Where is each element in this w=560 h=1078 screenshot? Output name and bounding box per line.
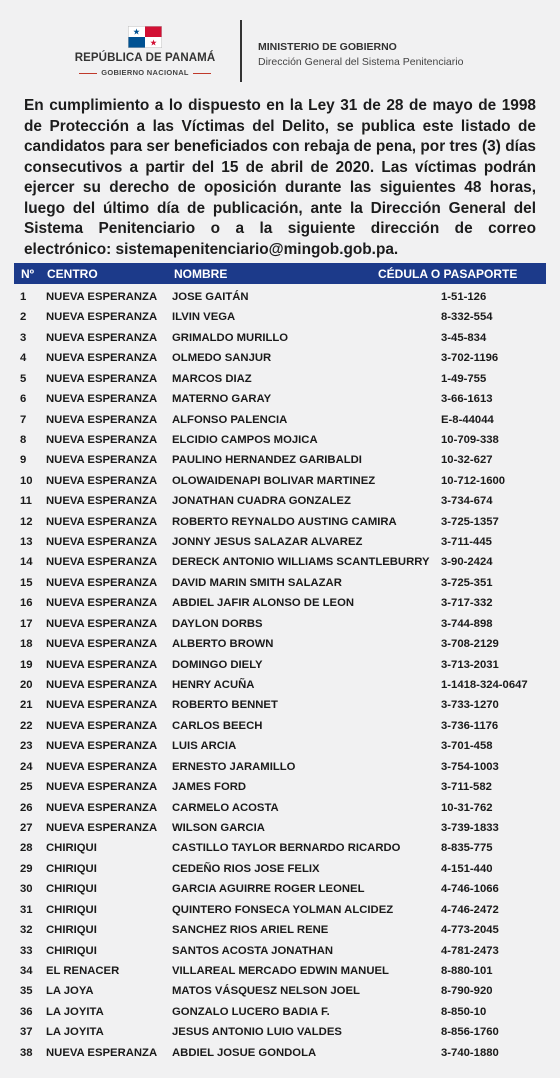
row-number: 26 xyxy=(20,801,33,814)
row-centro: NUEVA ESPERANZA xyxy=(46,801,158,814)
row-nombre: DERECK ANTONIO WILLIAMS SCANTLEBURRY xyxy=(172,556,430,569)
row-cedula: 8-880-101 xyxy=(441,964,493,977)
row-nombre: PAULINO HERNANDEZ GARIBALDI xyxy=(172,454,362,467)
row-number: 36 xyxy=(20,1005,33,1018)
row-cedula: 10-712-1600 xyxy=(441,474,506,487)
row-number: 6 xyxy=(20,393,27,406)
row-number: 28 xyxy=(20,842,33,855)
row-centro: NUEVA ESPERANZA xyxy=(46,474,158,487)
row-centro: NUEVA ESPERANZA xyxy=(46,576,158,589)
row-centro: NUEVA ESPERANZA xyxy=(46,372,158,385)
row-cedula: 4-151-440 xyxy=(441,862,493,875)
table-row xyxy=(0,472,560,492)
row-cedula: 10-31-762 xyxy=(441,801,493,814)
table-row xyxy=(0,308,560,328)
row-number: 31 xyxy=(20,903,33,916)
row-nombre: VILLAREAL MERCADO EDWIN MANUEL xyxy=(172,964,389,977)
row-cedula: 4-773-2045 xyxy=(441,924,499,937)
table-row xyxy=(0,880,560,900)
table-row xyxy=(0,492,560,512)
row-nombre: JONNY JESUS SALAZAR ALVAREZ xyxy=(172,536,363,549)
row-number: 34 xyxy=(20,964,33,977)
table-row xyxy=(0,901,560,921)
table-row xyxy=(0,451,560,471)
row-cedula: 3-733-1270 xyxy=(441,699,499,712)
row-nombre: JAMES FORD xyxy=(172,781,247,794)
row-number: 2 xyxy=(20,311,27,324)
row-centro: CHIRIQUI xyxy=(46,903,97,916)
table-row xyxy=(0,982,560,1002)
row-centro: NUEVA ESPERANZA xyxy=(46,719,158,732)
table-row xyxy=(0,513,560,533)
table-row xyxy=(0,799,560,819)
row-cedula: 3-754-1003 xyxy=(441,760,499,773)
row-centro: NUEVA ESPERANZA xyxy=(46,495,158,508)
row-number: 5 xyxy=(20,372,27,385)
table-row xyxy=(0,431,560,451)
row-centro: LA JOYITA xyxy=(46,1005,104,1018)
row-number: 25 xyxy=(20,781,33,794)
row-nombre: DOMINGO DIELY xyxy=(172,658,263,671)
row-centro: NUEVA ESPERANZA xyxy=(46,597,158,610)
row-cedula: 3-734-674 xyxy=(441,495,493,508)
row-nombre: DAVID MARIN SMITH SALAZAR xyxy=(172,576,342,589)
table-row xyxy=(0,656,560,676)
row-nombre: LUIS ARCIA xyxy=(172,740,237,753)
row-cedula: 3-711-582 xyxy=(441,781,492,794)
row-cedula: 3-66-1613 xyxy=(441,393,493,406)
row-centro: CHIRIQUI xyxy=(46,883,97,896)
header-num: Nº xyxy=(21,267,35,281)
table-row xyxy=(0,594,560,614)
row-cedula: 3-740-1880 xyxy=(441,1046,499,1059)
table-row xyxy=(0,288,560,308)
row-nombre: CARLOS BEECH xyxy=(172,719,263,732)
row-number: 32 xyxy=(20,924,33,937)
row-nombre: ABDIEL JAFIR ALONSO DE LEON xyxy=(172,597,355,610)
row-nombre: ILVIN VEGA xyxy=(172,311,236,324)
row-centro: EL RENACER xyxy=(46,964,120,977)
table-row xyxy=(0,758,560,778)
row-nombre: MATOS VÁSQUESZ NELSON JOEL xyxy=(172,985,360,998)
row-centro: NUEVA ESPERANZA xyxy=(46,658,158,671)
table-row xyxy=(0,574,560,594)
row-cedula: 8-856-1760 xyxy=(441,1026,499,1039)
row-nombre: JESUS ANTONIO LUIO VALDES xyxy=(172,1026,342,1039)
table-row xyxy=(0,717,560,737)
row-centro: NUEVA ESPERANZA xyxy=(46,556,158,569)
row-nombre: CEDEÑO RIOS JOSE FELIX xyxy=(172,862,320,875)
row-nombre: OLOWAIDENAPI BOLIVAR MARTINEZ xyxy=(172,474,376,487)
row-number: 4 xyxy=(20,352,27,365)
row-centro: NUEVA ESPERANZA xyxy=(46,291,158,303)
row-cedula: 3-739-1833 xyxy=(441,821,499,834)
row-cedula: 8-790-920 xyxy=(441,985,493,998)
table-row xyxy=(0,635,560,655)
row-cedula: E-8-44044 xyxy=(441,413,494,426)
header-centro: CENTRO xyxy=(47,267,98,281)
row-nombre: DAYLON DORBS xyxy=(172,617,263,630)
row-nombre: JONATHAN CUADRA GONZALEZ xyxy=(172,495,351,508)
row-cedula: 3-725-351 xyxy=(441,576,493,589)
row-centro: NUEVA ESPERANZA xyxy=(46,740,158,753)
row-number: 18 xyxy=(20,638,33,651)
row-centro: NUEVA ESPERANZA xyxy=(46,617,158,630)
intro-paragraph: En cumplimiento a lo dispuesto en la Ley 31 de 28 de mayo de 1998 de Protección a las Víctimas del Delito, se publica este listado de candidatos para ser beneficiados con rebaja de pena, por tres (3) días consecutivos a partir del 15 de abril de 2020. Las víctimas podrán ejercer su derecho de oposición durante las siguientes 48 horas, luego del último día de publicación, ante la Dirección General del Sistema Penitenciario o a la siguiente dirección de correo electrónico: sistemapenitenciario@mingob.gob.pa. xyxy=(24,97,536,258)
table-row xyxy=(0,737,560,757)
row-number: 17 xyxy=(20,617,33,630)
row-number: 21 xyxy=(20,699,33,712)
table-row xyxy=(0,390,560,410)
table-row xyxy=(0,676,560,696)
row-nombre: HENRY ACUÑA xyxy=(172,679,255,692)
row-cedula: 3-713-2031 xyxy=(441,658,499,671)
row-number: 27 xyxy=(20,821,33,834)
row-number: 35 xyxy=(20,985,33,998)
table-row xyxy=(0,860,560,880)
row-centro: NUEVA ESPERANZA xyxy=(46,352,158,365)
row-cedula: 8-850-10 xyxy=(441,1005,487,1018)
row-nombre: JOSE GAITÁN xyxy=(172,291,249,303)
row-centro: CHIRIQUI xyxy=(46,862,97,875)
row-nombre: GRIMALDO MURILLO xyxy=(172,331,289,344)
row-centro: NUEVA ESPERANZA xyxy=(46,821,158,834)
row-centro: NUEVA ESPERANZA xyxy=(46,454,158,467)
row-nombre: WILSON GARCIA xyxy=(172,821,265,834)
row-number: 1 xyxy=(20,291,27,303)
row-number: 11 xyxy=(20,495,32,508)
row-centro: LA JOYITA xyxy=(46,1026,104,1039)
row-number: 38 xyxy=(20,1046,33,1059)
row-nombre: CARMELO ACOSTA xyxy=(172,801,279,814)
row-nombre: ALBERTO BROWN xyxy=(172,638,274,651)
row-cedula: 10-709-338 xyxy=(441,433,499,446)
table-row xyxy=(0,962,560,982)
row-number: 19 xyxy=(20,658,33,671)
row-number: 30 xyxy=(20,883,33,896)
row-nombre: QUINTERO FONSECA YOLMAN ALCIDEZ xyxy=(172,903,394,916)
row-number: 29 xyxy=(20,862,33,875)
table-row xyxy=(0,553,560,573)
row-nombre: GARCIA AGUIRRE ROGER LEONEL xyxy=(172,883,365,896)
row-cedula: 3-708-2129 xyxy=(441,638,499,651)
panama-flag-icon xyxy=(128,26,162,48)
row-cedula: 3-702-1196 xyxy=(441,352,499,365)
row-number: 7 xyxy=(20,413,27,426)
row-cedula: 8-835-775 xyxy=(441,842,493,855)
row-centro: NUEVA ESPERANZA xyxy=(46,515,158,528)
row-centro: CHIRIQUI xyxy=(46,924,97,937)
table-row xyxy=(0,942,560,962)
row-nombre: GONZALO LUCERO BADIA F. xyxy=(172,1005,330,1018)
row-cedula: 8-332-554 xyxy=(441,311,493,324)
table-row xyxy=(0,533,560,553)
table-row xyxy=(0,370,560,390)
row-number: 16 xyxy=(20,597,33,610)
row-centro: NUEVA ESPERANZA xyxy=(46,536,158,549)
row-cedula: 3-744-898 xyxy=(441,617,493,630)
row-number: 23 xyxy=(20,740,33,753)
table-row xyxy=(0,696,560,716)
row-nombre: ALFONSO PALENCIA xyxy=(172,413,288,426)
table-row xyxy=(0,839,560,859)
row-number: 8 xyxy=(20,433,27,446)
row-nombre: ROBERTO BENNET xyxy=(172,699,278,712)
row-number: 12 xyxy=(20,515,33,528)
row-number: 22 xyxy=(20,719,33,732)
table-row xyxy=(0,1044,560,1064)
row-centro: NUEVA ESPERANZA xyxy=(46,699,158,712)
row-cedula: 3-725-1357 xyxy=(441,515,499,528)
gobierno-subtitle: GOBIERNO NACIONAL xyxy=(60,68,230,77)
row-nombre: ERNESTO JARAMILLO xyxy=(172,760,296,773)
table-row xyxy=(0,349,560,369)
row-nombre: ELCIDIO CAMPOS MOJICA xyxy=(172,433,318,446)
row-number: 14 xyxy=(20,556,33,569)
row-centro: NUEVA ESPERANZA xyxy=(46,638,158,651)
row-cedula: 3-90-2424 xyxy=(441,556,493,569)
row-nombre: OLMEDO SANJUR xyxy=(172,352,272,365)
row-cedula: 3-45-834 xyxy=(441,331,487,344)
row-centro: NUEVA ESPERANZA xyxy=(46,331,158,344)
row-number: 9 xyxy=(20,454,27,467)
row-number: 37 xyxy=(20,1026,33,1039)
row-number: 13 xyxy=(20,536,33,549)
table-row xyxy=(0,921,560,941)
table-row xyxy=(0,1023,560,1043)
row-cedula: 1-51-126 xyxy=(441,291,487,303)
row-cedula: 4-746-2472 xyxy=(441,903,499,916)
table-row xyxy=(0,411,560,431)
row-cedula: 3-711-445 xyxy=(441,536,492,549)
row-nombre: ROBERTO REYNALDO AUSTING CAMIRA xyxy=(172,515,397,528)
row-centro: NUEVA ESPERANZA xyxy=(46,679,158,692)
row-cedula: 4-746-1066 xyxy=(441,883,499,896)
page-header xyxy=(0,0,560,92)
row-nombre: SANCHEZ RIOS ARIEL RENE xyxy=(172,924,329,937)
row-centro: CHIRIQUI xyxy=(46,944,97,957)
row-centro: NUEVA ESPERANZA xyxy=(46,1046,158,1059)
republica-title: REPÚBLICA DE PANAMÁ xyxy=(74,52,216,64)
row-cedula: 3-736-1176 xyxy=(441,719,499,732)
row-cedula: 1-49-755 xyxy=(441,372,487,385)
row-number: 24 xyxy=(20,760,33,773)
header-divider xyxy=(240,20,242,82)
row-cedula: 3-701-458 xyxy=(441,740,493,753)
row-nombre: CASTILLO TAYLOR BERNARDO RICARDO xyxy=(172,842,401,855)
row-nombre: MATERNO GARAY xyxy=(172,393,272,406)
row-centro: NUEVA ESPERANZA xyxy=(46,393,158,406)
row-nombre: SANTOS ACOSTA JONATHAN xyxy=(172,944,334,957)
table-row xyxy=(0,778,560,798)
table-row xyxy=(0,329,560,349)
row-number: 20 xyxy=(20,679,33,692)
row-centro: NUEVA ESPERANZA xyxy=(46,433,158,446)
row-nombre: MARCOS DIAZ xyxy=(172,372,252,385)
row-nombre: ABDIEL JOSUE GONDOLA xyxy=(172,1046,317,1059)
row-cedula: 1-1418-324-0647 xyxy=(441,679,528,692)
header-cedula: CÉDULA O PASAPORTE xyxy=(378,267,518,281)
row-centro: NUEVA ESPERANZA xyxy=(46,413,158,426)
row-centro: NUEVA ESPERANZA xyxy=(46,760,158,773)
table-body xyxy=(0,288,560,1064)
direccion-subtitle: Dirección General del Sistema Penitenciario xyxy=(258,56,464,68)
row-cedula: 4-781-2473 xyxy=(441,944,499,957)
row-number: 15 xyxy=(20,576,33,589)
row-cedula: 10-32-627 xyxy=(441,454,493,467)
row-number: 33 xyxy=(20,944,33,957)
row-centro: NUEVA ESPERANZA xyxy=(46,311,158,324)
table-row xyxy=(0,819,560,839)
header-nombre: NOMBRE xyxy=(174,267,228,281)
table-row xyxy=(0,615,560,635)
row-centro: NUEVA ESPERANZA xyxy=(46,781,158,794)
table-header xyxy=(14,263,546,284)
row-centro: LA JOYA xyxy=(46,985,94,998)
row-cedula: 3-717-332 xyxy=(441,597,493,610)
row-number: 3 xyxy=(20,331,27,344)
row-number: 10 xyxy=(20,474,33,487)
row-centro: CHIRIQUI xyxy=(46,842,97,855)
ministerio-title: MINISTERIO DE GOBIERNO xyxy=(258,41,397,53)
table-row xyxy=(0,1003,560,1023)
